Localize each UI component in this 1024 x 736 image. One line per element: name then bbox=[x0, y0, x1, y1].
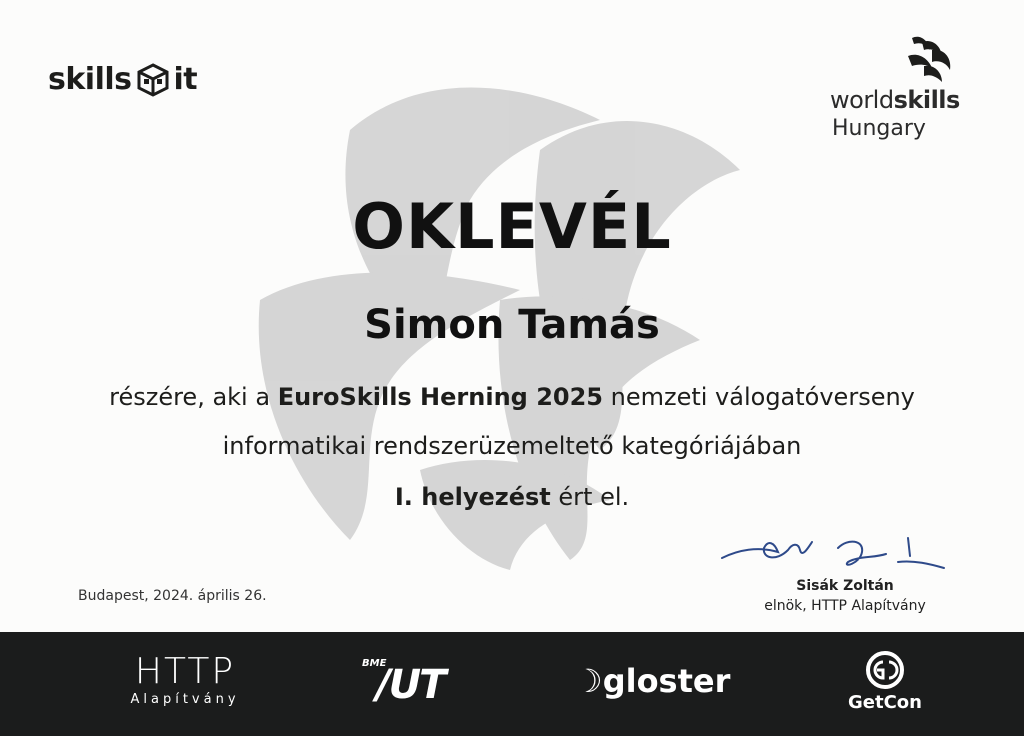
http-logo-text: HTTP bbox=[134, 651, 236, 692]
recipient-name: Simon Tamás bbox=[364, 302, 660, 348]
skills-it-logo bbox=[48, 62, 197, 97]
line1-post: nemzeti válogatóverseny bbox=[603, 383, 915, 411]
http-alapitvany-logo bbox=[100, 652, 270, 707]
place-date: Budapest, 2024. április 26. bbox=[78, 588, 267, 604]
gloster-logo bbox=[574, 662, 734, 700]
ws-skills: skills bbox=[893, 86, 960, 114]
http-logo-subtext: Alapítvány bbox=[130, 692, 240, 707]
logo-text-it: it bbox=[173, 62, 198, 97]
gloster-moon-icon: ☽ bbox=[574, 662, 603, 700]
signer-title: elnök, HTTP Alapítvány bbox=[764, 598, 926, 614]
award-line-3 bbox=[0, 483, 1024, 511]
line3-post: ért el. bbox=[550, 483, 630, 511]
signature-icon bbox=[718, 528, 948, 578]
certificate-title: OKLEVÉL bbox=[352, 190, 672, 263]
award-line-1 bbox=[0, 383, 1024, 411]
placement: I. helyezést bbox=[394, 483, 551, 511]
bme-logo-small: BME bbox=[362, 658, 387, 669]
sponsor-footer bbox=[0, 632, 1024, 736]
ws-country: Hungary bbox=[832, 116, 926, 141]
line1-pre: részére, aki a bbox=[109, 383, 278, 411]
getcon-text: GetCon bbox=[848, 692, 922, 713]
getcon-mark-icon bbox=[863, 650, 907, 690]
competition-name: EuroSkills Herning 2025 bbox=[277, 383, 603, 411]
bme-logo-big: /UT bbox=[376, 662, 445, 708]
worldskills-hungary-logo bbox=[820, 34, 970, 144]
worldskills-mark-icon bbox=[902, 34, 966, 86]
award-line-2: informatikai rendszerüzemeltető kategóriájában bbox=[222, 432, 802, 460]
gloster-text: gloster bbox=[602, 662, 731, 700]
signer-name: Sisák Zoltán bbox=[796, 578, 894, 594]
cube-icon bbox=[136, 63, 170, 97]
getcon-logo bbox=[830, 650, 940, 713]
ws-world: world bbox=[830, 86, 894, 114]
logo-text-skills: skills bbox=[48, 62, 132, 97]
worldskills-wordmark bbox=[830, 88, 960, 112]
